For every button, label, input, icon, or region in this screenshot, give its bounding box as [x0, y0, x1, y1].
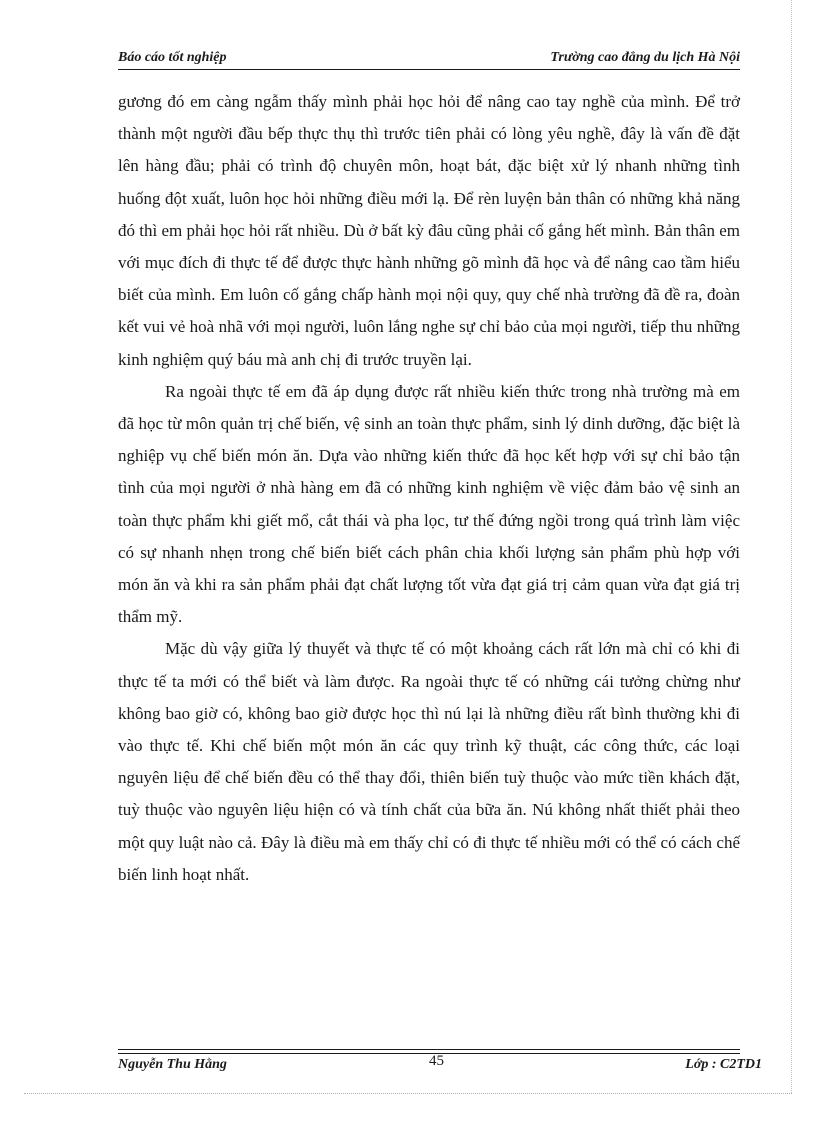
header-report-title: Báo cáo tốt nghiệp	[118, 50, 227, 65]
header-divider	[118, 69, 740, 70]
header-school-name: Trường cao đẳng du lịch Hà Nội	[550, 50, 740, 65]
paragraph-continuation: gương đó em càng ngẫm thấy mình phải học hỏi để nâng cao tay nghề của mình. Để trở thành một người đầu bếp thực thụ thì trước tiên phải có lòng yêu nghề, đây là vấn đề đặt lên hàng đầu; phải có trình độ chuyên môn, hoạt bát, đặc biệt xử lý nhanh những tình huống đột xuất, luôn học hỏi những điều mới lạ. Để rèn luyện bản thân có những khả năng đó thì em phải học hỏi rất nhiều. Dù ở bất kỳ đâu cũng phải cố gắng hết mình. Bản thân em với mục đích đi thực tế để được thực hành những gõ mình đã học và để nâng cao tầm hiểu biết của mình. Em luôn cố gắng chấp hành mọi nội quy, quy chế nhà trường đã đề ra, đoàn kết vui vẻ hoà nhã với mọi người, luôn lắng nghe sự chỉ bảo của mọi người, tiếp thu những kinh nghiệm quý báu mà anh chị đi trước truyền lại.	[118, 92, 740, 369]
page-boundary-bottom	[24, 1093, 792, 1094]
footer-author: Nguyễn Thu Hằng	[118, 1057, 227, 1072]
paragraph-practical-knowledge: Ra ngoài thực tế em đã áp dụng được rất nhiều kiến thức trong nhà trường mà em đã học từ môn quản trị chế biến, vệ sinh an toàn thực phẩm, sinh lý dinh dưỡng, đặc biệt là nghiệp vụ chế biến món ăn. Dựa vào những kiến thức đã học kết hợp với sự chỉ bảo tận tình của mọi người ở nhà hàng em đã có những kinh nghiệm về việc đảm bảo vệ sinh an toàn thực phẩm khi giết mổ, cắt thái và pha lọc, tư thế đứng ngồi trong quá trình làm việc có sự nhanh nhẹn trong chế biến biết cách phân chia khối lượng sản phẩm phù hợp với món ăn và khi ra sản phẩm phải đạt chất lượng tốt vừa đạt giá trị cảm quan vừa đạt giá trị thẩm mỹ.	[118, 381, 740, 627]
paragraph-theory-vs-practice: Mặc dù vậy giữa lý thuyết và thực tế có một khoảng cách rất lớn mà chỉ có khi đi thực tế ta mới có thể biết và làm được. Ra ngoài thực tế có những cái tưởng chừng như không bao giờ có, không bao giờ được học thì nú lại là những điều rất bình thường khi đi vào thực tế. Khi chế biến một món ăn các quy trình kỹ thuật, các công thức, các loại nguyên liệu để chế biến đều có thể thay đổi, thiên biến tuỳ thuộc vào mức tiền khách đặt, tuỳ thuộc vào nguyên liệu hiện có và tính chất của bữa ăn. Nú không nhất thiết phải theo một quy luật nào cả. Đây là điều mà em thấy chỉ có đi thực tế nhiều mới có thể có cách chế biến linh hoạt nhất.	[118, 639, 740, 884]
body-text	[118, 86, 740, 891]
footer-class: Lớp : C2TD1	[685, 1057, 762, 1072]
page-header	[118, 50, 740, 70]
page-boundary-right	[791, 0, 792, 1093]
footer-divider-thick	[118, 1049, 740, 1050]
page-footer	[118, 1053, 762, 1077]
page-number: 45	[429, 1053, 444, 1069]
